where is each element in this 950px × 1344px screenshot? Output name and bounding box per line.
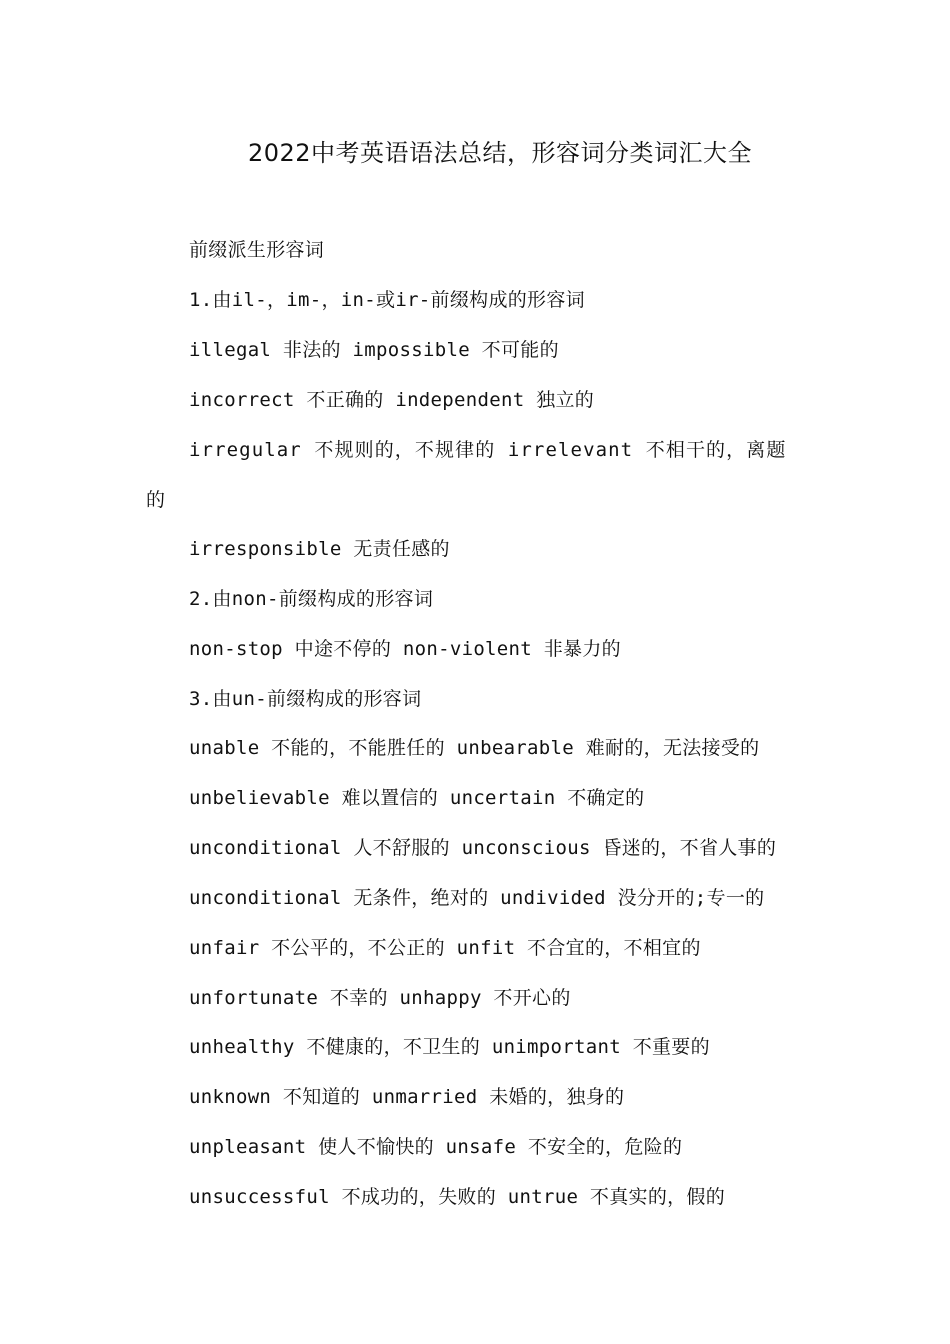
subsection-heading-un: 3.由un-前缀构成的形容词	[189, 688, 422, 710]
vocab-line: incorrect 不正确的 independent 独立的	[189, 389, 595, 411]
subsection-heading-non: 2.由non-前缀构成的形容词	[189, 588, 434, 610]
document-title: 2022中考英语语法总结，形容词分类词汇大全	[247, 139, 753, 167]
vocab-line: unable 不能的，不能胜任的 unbearable 难耐的，无法接受的	[189, 737, 760, 759]
vocab-line: non-stop 中途不停的 non-violent 非暴力的	[189, 638, 621, 660]
vocab-line: unconditional 无条件，绝对的 undivided 没分开的;专一的	[189, 887, 765, 909]
vocab-line: irregular 不规则的，不规律的 irrelevant 不相干的，离题	[189, 439, 787, 461]
section-heading-prefix-adjectives: 前缀派生形容词	[189, 239, 325, 261]
vocab-line: unknown 不知道的 unmarried 未婚的，独身的	[189, 1086, 625, 1108]
subsection-heading-il-im-in-ir: 1.由il-，im-，in-或ir-前缀构成的形容词	[189, 289, 585, 311]
vocab-line: illegal 非法的 impossible 不可能的	[189, 339, 559, 361]
vocab-line-continuation: 的	[146, 489, 166, 511]
vocab-line: unpleasant 使人不愉快的 unsafe 不安全的，危险的	[189, 1136, 683, 1158]
vocab-line: unsuccessful 不成功的，失败的 untrue 不真实的，假的	[189, 1186, 726, 1208]
vocab-line: unhealthy 不健康的，不卫生的 unimportant 不重要的	[189, 1036, 710, 1058]
vocab-line: irresponsible 无责任感的	[189, 538, 450, 560]
vocab-line: unfortunate 不幸的 unhappy 不开心的	[189, 987, 571, 1009]
vocab-line: unfair 不公平的，不公正的 unfit 不合宜的，不相宜的	[189, 937, 701, 959]
vocab-line: unbelievable 难以置信的 uncertain 不确定的	[189, 787, 645, 809]
vocab-line: unconditional 人不舒服的 unconscious 昏迷的，不省人事的	[189, 837, 777, 859]
